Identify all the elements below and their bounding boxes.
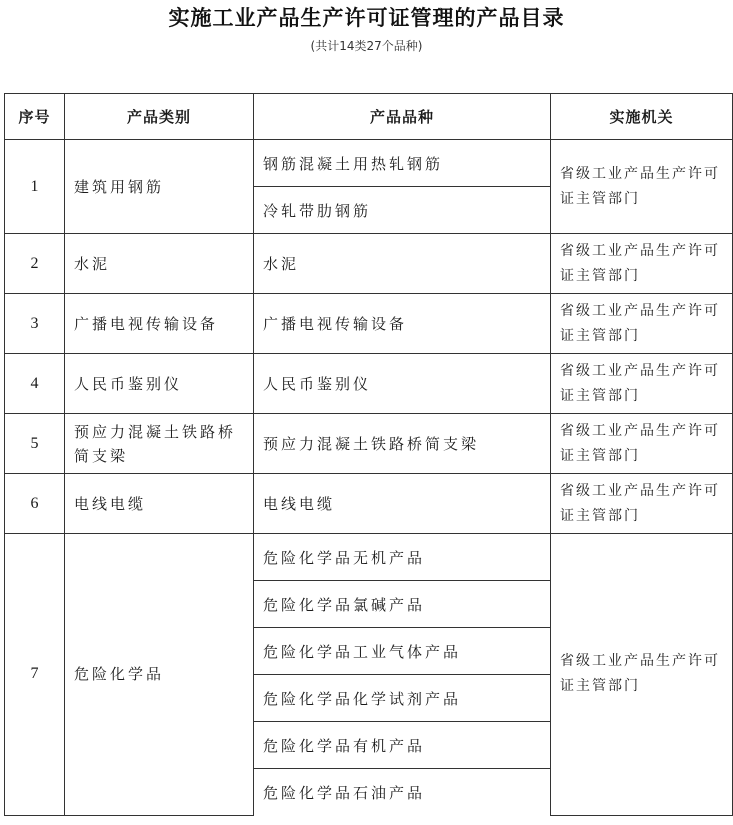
row-variety: 危险化学品石油产品 (254, 769, 551, 816)
table-row (5, 140, 733, 187)
row-variety: 水泥 (254, 234, 551, 294)
row-number: 6 (5, 474, 65, 534)
page-title: 实施工业产品生产许可证管理的产品目录 (168, 6, 565, 30)
table-row (5, 534, 733, 581)
table-row (5, 294, 733, 354)
row-number: 1 (5, 140, 65, 234)
row-variety: 人民币鉴别仪 (254, 354, 551, 414)
table-row (5, 414, 733, 474)
row-variety: 危险化学品有机产品 (254, 722, 551, 769)
row-authority: 省级工业产品生产许可证主管部门 (551, 474, 733, 534)
row-authority: 省级工业产品生产许可证主管部门 (551, 234, 733, 294)
row-category: 危险化学品 (65, 534, 254, 816)
row-variety: 危险化学品氯碱产品 (254, 581, 551, 628)
row-category: 水泥 (65, 234, 254, 294)
table-row (5, 354, 733, 414)
row-variety: 危险化学品工业气体产品 (254, 628, 551, 675)
table-header-row (5, 94, 733, 140)
row-number: 4 (5, 354, 65, 414)
row-authority: 省级工业产品生产许可证主管部门 (551, 354, 733, 414)
product-catalog-table (4, 93, 733, 816)
header-seq: 序号 (5, 94, 65, 140)
row-variety: 广播电视传输设备 (254, 294, 551, 354)
row-category: 广播电视传输设备 (65, 294, 254, 354)
row-variety: 危险化学品无机产品 (254, 534, 551, 581)
table-row (5, 474, 733, 534)
header-category: 产品类别 (65, 94, 254, 140)
row-number: 2 (5, 234, 65, 294)
row-variety: 冷轧带肋钢筋 (254, 187, 551, 234)
row-authority: 省级工业产品生产许可证主管部门 (551, 414, 733, 474)
row-number: 5 (5, 414, 65, 474)
row-number: 3 (5, 294, 65, 354)
header-variety: 产品品种 (254, 94, 551, 140)
row-variety: 钢筋混凝土用热轧钢筋 (254, 140, 551, 187)
header-authority: 实施机关 (551, 94, 733, 140)
row-authority: 省级工业产品生产许可证主管部门 (551, 140, 733, 234)
row-variety: 预应力混凝土铁路桥简支梁 (254, 414, 551, 474)
row-category: 电线电缆 (65, 474, 254, 534)
table-body (5, 140, 733, 816)
row-category: 人民币鉴别仪 (65, 354, 254, 414)
page-subtitle: (共计14类27个品种) (310, 39, 423, 53)
row-number: 7 (5, 534, 65, 816)
row-category: 建筑用钢筋 (65, 140, 254, 234)
table-row (5, 234, 733, 294)
row-authority: 省级工业产品生产许可证主管部门 (551, 534, 733, 816)
row-variety: 电线电缆 (254, 474, 551, 534)
row-variety: 危险化学品化学试剂产品 (254, 675, 551, 722)
row-authority: 省级工业产品生产许可证主管部门 (551, 294, 733, 354)
row-category: 预应力混凝土铁路桥简支梁 (65, 414, 254, 474)
